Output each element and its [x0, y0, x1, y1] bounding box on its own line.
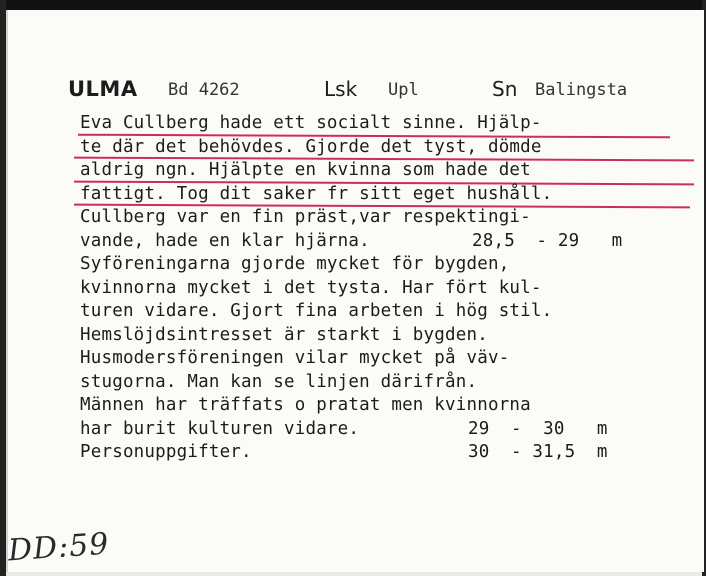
transcript-line: Cullberg var en fin präst,var respektingi- — [80, 207, 531, 227]
transcript-line: te där det behövdes. Gjorde det tyst, dömde — [80, 136, 700, 160]
tape-reference: 29 - 30 m — [468, 418, 608, 439]
tape-reference: 28,5 - 29 m — [472, 230, 623, 251]
transcript-line: Syföreningarna gjorde mycket för bygden, — [80, 254, 510, 274]
transcript-line: Personuppgifter. 30 - 31,5 m — [80, 441, 700, 465]
transcript-line: turen vidare. Gjort fina arbeten i hög stil. — [80, 301, 553, 321]
transcript-line: vande, hade en klar hjärna. 28,5 - 29 m — [80, 230, 700, 254]
transcript-line: Männen har träffats o pratat men kvinnorna — [80, 395, 531, 415]
transcript-line: har burit kulturen vidare. 29 - 30 m — [80, 418, 700, 442]
card-header — [0, 77, 706, 105]
transcript-line: aldrig ngn. Hjälpte en kvinna som hade det — [80, 159, 700, 183]
transcript-line: Eva Cullberg hade ett socialt sinne. Hjälp- — [80, 112, 700, 136]
transcript-line: stugorna. Man kan se linjen därifrån. — [80, 371, 478, 392]
handwritten-id: DD:59 — [6, 526, 111, 569]
transcript-line: Hemslöjdsintresset är starkt i bygden. — [80, 324, 488, 345]
transcript-line: fattigt. Tog dit saker fr sitt eget hushåll. — [80, 183, 700, 207]
volume-number: Bd 4262 — [168, 80, 240, 100]
archive-code: ULMA — [68, 77, 138, 101]
landskap-label: Lsk — [324, 77, 358, 101]
transcript-line: Husmodersföreningen vilar mycket på väv- — [80, 348, 510, 368]
transcript-line: kvinnorna mycket i det tysta. Har fört kul- — [80, 277, 542, 298]
socken-value: Balingsta — [535, 80, 628, 100]
socken-label: Sn — [492, 77, 518, 101]
scan-edge-top — [0, 0, 706, 10]
landskap-value: Upl — [388, 80, 419, 100]
tape-reference: 30 - 31,5 m — [468, 442, 608, 462]
transcript-body — [80, 112, 700, 465]
